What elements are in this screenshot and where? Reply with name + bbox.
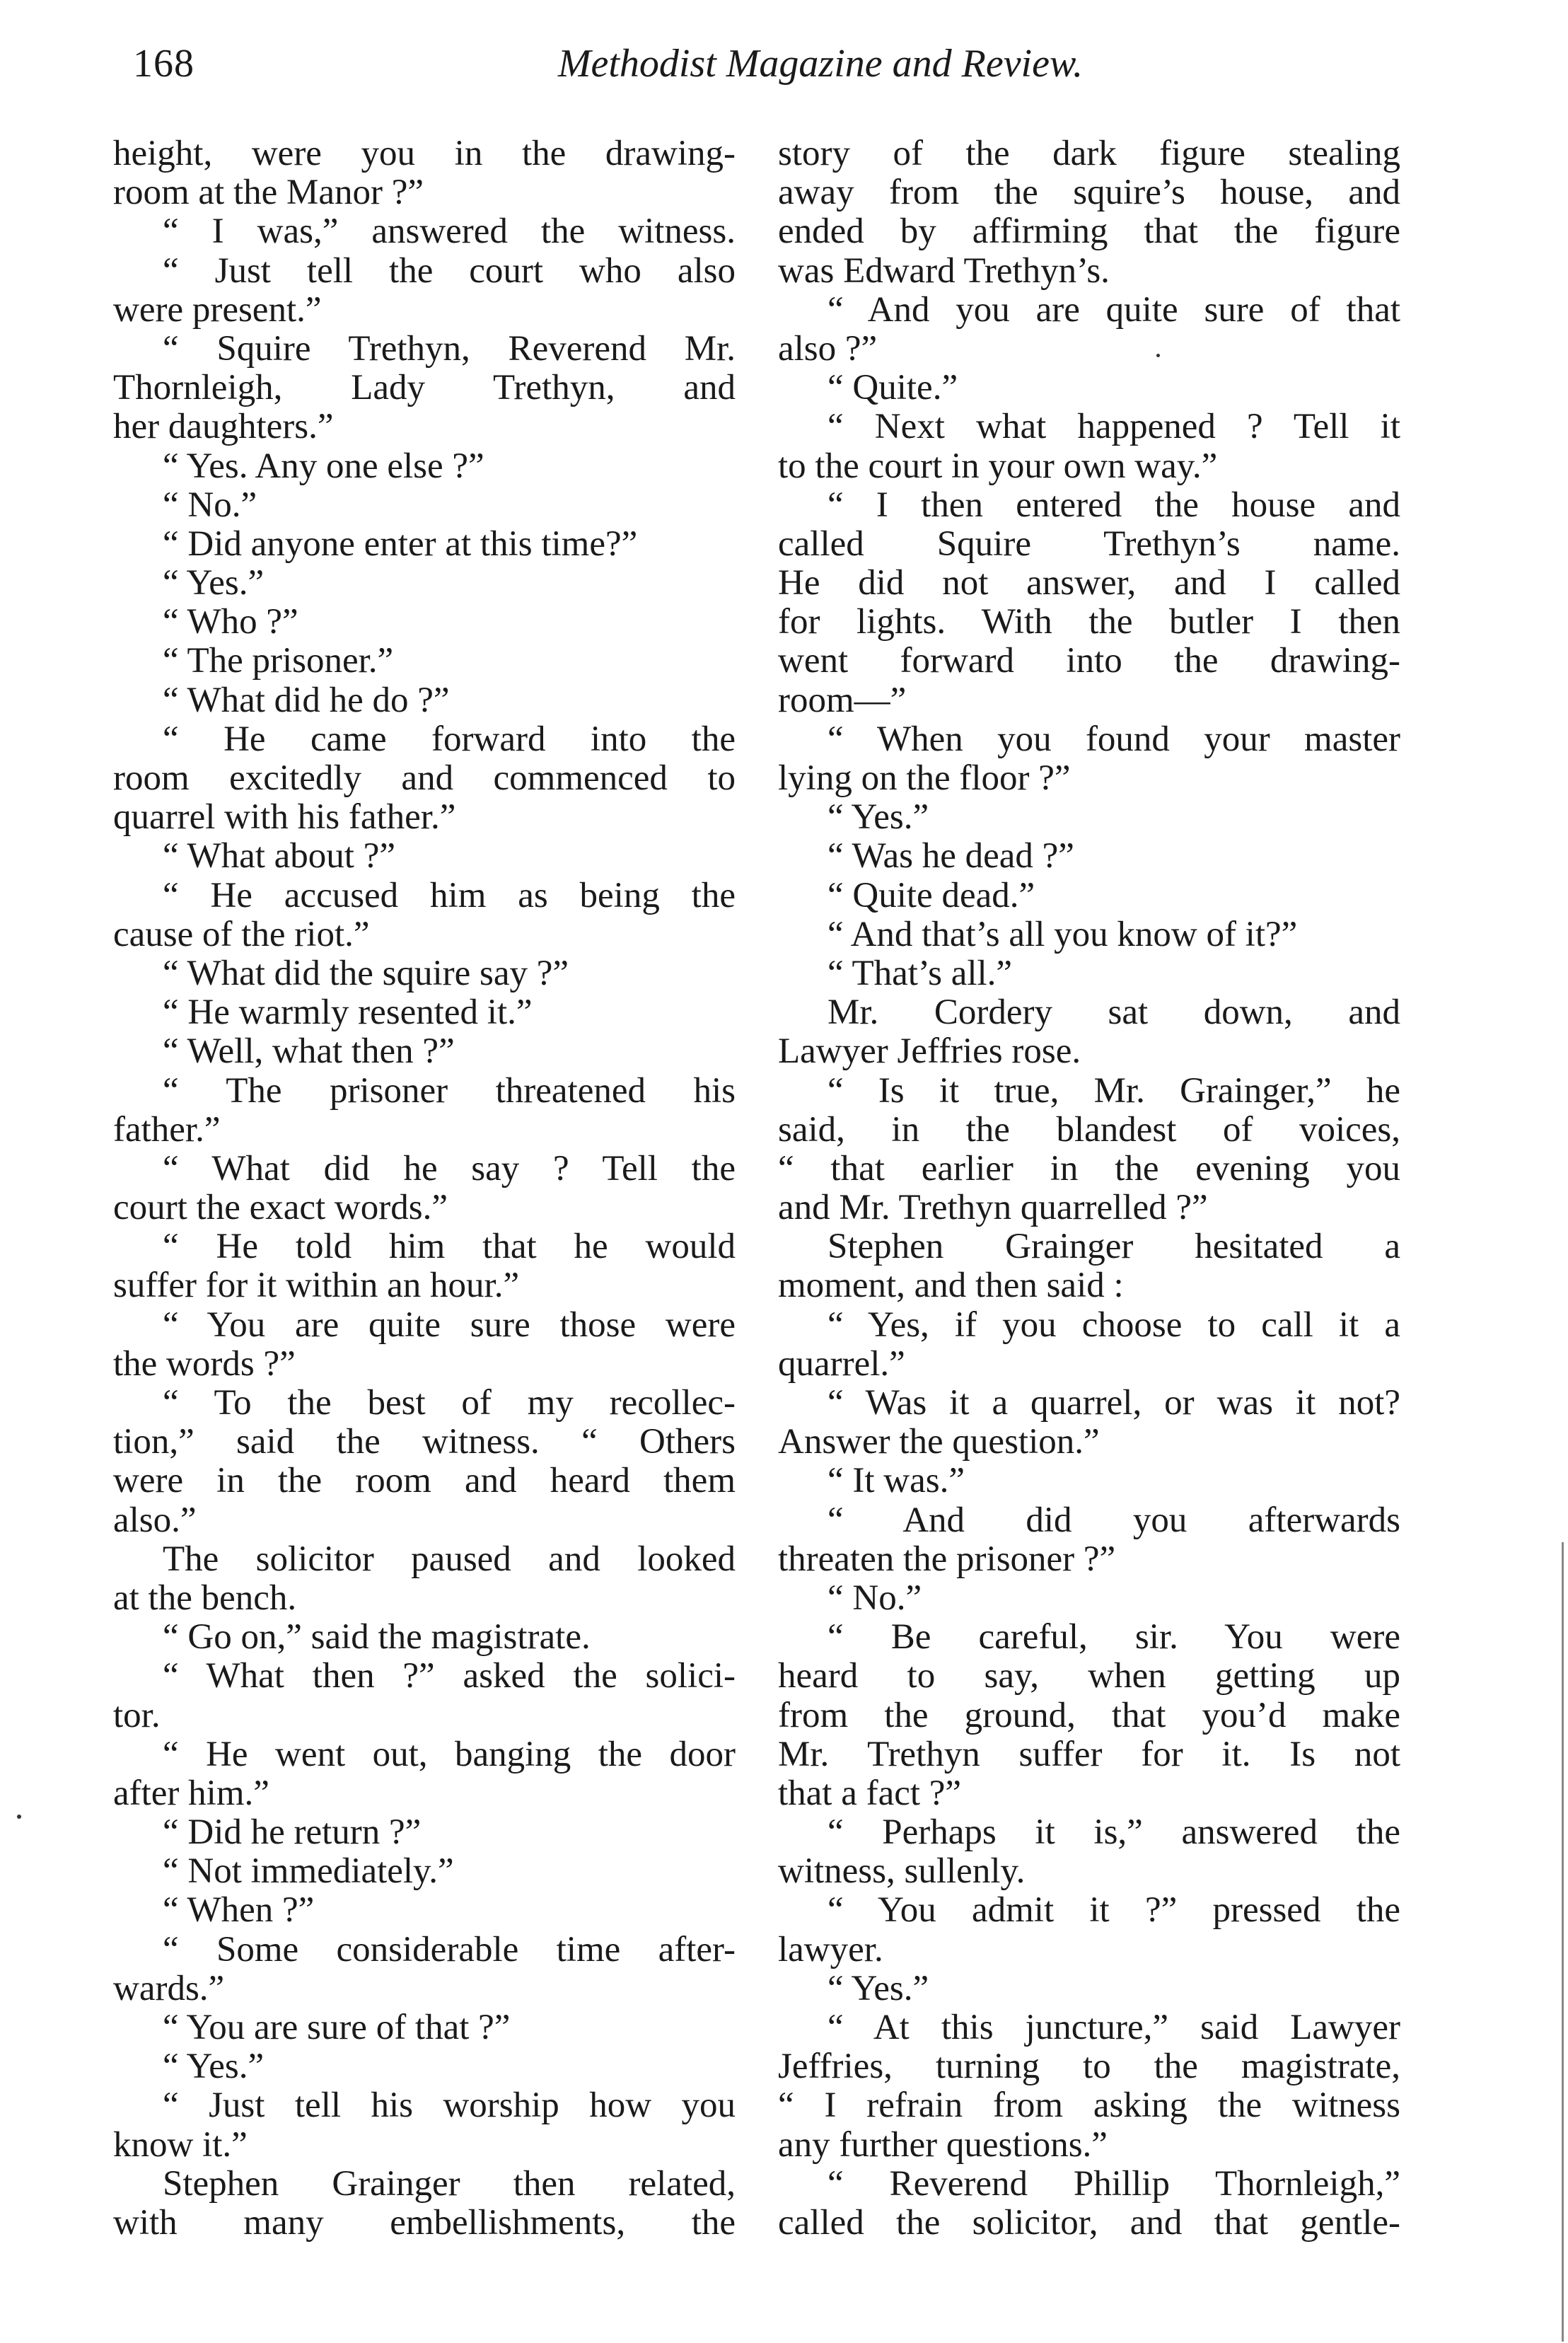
text-line: “ Be careful, sir. You were <box>827 1617 1400 1658</box>
text-line: from the ground, that you’d make <box>778 1695 1400 1735</box>
text-line: “ Was he dead ?” <box>827 836 1074 877</box>
text-line: called the solicitor, and that gentle- <box>778 2202 1400 2243</box>
text-line: “ When ?” <box>163 1890 315 1931</box>
text-line: “ Yes.” <box>163 563 265 603</box>
text-line: “ He accused him as being the <box>163 875 736 915</box>
text-line: moment, and then said : <box>778 1266 1124 1306</box>
text-line: away from the squire’s house, and <box>778 173 1400 213</box>
text-line: “ No.” <box>163 485 257 525</box>
text-line: were present.” <box>113 289 322 330</box>
text-line: “ Quite.” <box>827 368 958 408</box>
text-line: Answer the question.” <box>778 1422 1100 1462</box>
text-line: “ The prisoner threatened his <box>163 1070 736 1111</box>
text-line: height, were you in the drawing- <box>113 134 736 173</box>
text-line: “ Not immediately.” <box>163 1851 454 1892</box>
text-line: “ Did he return ?” <box>163 1812 422 1853</box>
text-line: “ that earlier in the evening you <box>778 1148 1400 1188</box>
text-line: “ Who ?” <box>163 602 298 642</box>
text-line: to the court in your own way.” <box>778 446 1218 486</box>
text-line: heard to say, when getting up <box>778 1656 1400 1696</box>
text-line: “ He went out, banging the door <box>163 1734 736 1774</box>
text-line: “ No.” <box>827 1578 922 1618</box>
text-line: “ Yes.” <box>827 1968 929 2008</box>
text-line: “ Was it a quarrel, or was it not? <box>827 1383 1400 1423</box>
text-line: “ Yes. Any one else ?” <box>163 446 484 486</box>
text-line: “ Quite dead.” <box>827 875 1035 915</box>
text-line: her daughters.” <box>113 407 334 447</box>
text-line: lawyer. <box>778 1929 883 1969</box>
text-line: He did not answer, and I called <box>778 563 1400 603</box>
text-line: “ That’s all.” <box>827 953 1013 993</box>
text-line: “ Go on,” said the magistrate. <box>163 1617 591 1658</box>
text-line: room at the Manor ?” <box>113 173 424 213</box>
text-line: Mr. Trethyn suffer for it. Is not <box>778 1734 1400 1774</box>
text-line: said, in the blandest of voices, <box>778 1109 1400 1150</box>
running-title: Methodist Magazine and Review. <box>557 42 1084 86</box>
text-line: “ I refrain from asking the witness <box>778 2085 1400 2126</box>
text-line: father.” <box>113 1109 221 1150</box>
text-line: that a fact ?” <box>778 1773 962 1813</box>
text-line: “ He told him that he would <box>163 1227 736 1267</box>
text-line: threaten the prisoner ?” <box>778 1539 1116 1579</box>
text-line: “ You are quite sure those were <box>163 1304 736 1345</box>
text-line: “ Just tell the court who also <box>163 250 736 291</box>
text-line: room excitedly and commenced to <box>113 758 736 798</box>
text-line: “ What did he do ?” <box>163 680 450 720</box>
text-line: “ And you are quite sure of that <box>827 289 1400 330</box>
text-line: “ When you found your master <box>827 719 1400 759</box>
text-line: quarrel.” <box>778 1343 905 1384</box>
text-line: “ Reverend Phillip Thornleigh,” <box>827 2163 1400 2204</box>
text-line: at the bench. <box>113 1578 297 1618</box>
text-line: wards.” <box>113 1968 225 2008</box>
text-line: “ And did you afterwards <box>827 1500 1400 1540</box>
text-line: also.” <box>113 1500 197 1540</box>
text-line: ended by affirming that the figure <box>778 212 1400 252</box>
text-line: “ Is it true, Mr. Grainger,” he <box>827 1070 1400 1111</box>
text-line: “ Some considerable time after- <box>163 1929 736 1969</box>
text-line: “ He warmly resented it.” <box>163 993 533 1033</box>
text-line: “ Next what happened ? Tell it <box>827 407 1400 447</box>
print-speck <box>1156 354 1160 357</box>
text-line: with many embellishments, the <box>113 2202 736 2243</box>
text-line: for lights. With the butler I then <box>778 602 1400 642</box>
text-line: court the exact words.” <box>113 1188 448 1228</box>
text-line: cause of the riot.” <box>113 914 370 954</box>
text-line: Thornleigh, Lady Trethyn, and <box>113 368 736 408</box>
text-line: quarrel with his father.” <box>113 797 456 838</box>
text-line: “ Squire Trethyn, Reverend Mr. <box>163 328 736 369</box>
text-line: Mr. Cordery sat down, and <box>827 993 1400 1033</box>
text-line: room—” <box>778 680 907 720</box>
text-line: “ To the best of my recollec- <box>163 1383 736 1423</box>
text-line: suffer for it within an hour.” <box>113 1266 520 1306</box>
text-line: were in the room and heard them <box>113 1461 736 1501</box>
text-line: also ?” <box>778 328 878 369</box>
text-line: The solicitor paused and looked <box>163 1539 736 1579</box>
page-edge-mark <box>1562 1542 1564 2342</box>
text-line: “ At this juncture,” said Lawyer <box>827 2008 1400 2047</box>
page-header <box>113 41 1457 105</box>
text-line: was Edward Trethyn’s. <box>778 250 1110 291</box>
print-speck <box>17 1815 21 1819</box>
text-line: Stephen Grainger hesitated a <box>827 1227 1400 1267</box>
text-line: “ Did anyone enter at this time?” <box>163 523 638 564</box>
text-line: lying on the floor ?” <box>778 758 1071 798</box>
text-line: “ You admit it ?” pressed the <box>827 1890 1400 1931</box>
text-line: “ Just tell his worship how you <box>163 2085 736 2126</box>
text-line: Jeffries, turning to the magistrate, <box>778 2047 1400 2087</box>
text-line: “ What about ?” <box>163 836 395 877</box>
text-line: went forward into the drawing- <box>778 641 1400 681</box>
text-line: “ Perhaps it is,” answered the <box>827 1812 1400 1853</box>
text-line: after him.” <box>113 1773 269 1813</box>
right-column <box>778 134 1400 2243</box>
text-line: tion,” said the witness. “ Others <box>113 1422 736 1462</box>
text-line: tor. <box>113 1695 161 1735</box>
text-line: and Mr. Trethyn quarrelled ?” <box>778 1188 1208 1228</box>
text-line: called Squire Trethyn’s name. <box>778 523 1400 564</box>
text-line: “ And that’s all you know of it?” <box>827 914 1298 954</box>
left-column <box>113 134 736 2243</box>
text-line: “ You are sure of that ?” <box>163 2008 511 2047</box>
text-line: “ I then entered the house and <box>827 485 1400 525</box>
text-line: “ Yes, if you choose to call it a <box>827 1304 1400 1345</box>
text-line: “ Yes.” <box>827 797 929 838</box>
text-line: “ He came forward into the <box>163 719 736 759</box>
text-line: the words ?” <box>113 1343 296 1384</box>
text-line: “ I was,” answered the witness. <box>163 212 736 252</box>
text-line: “ Well, what then ?” <box>163 1031 455 1072</box>
text-line: “ What did the squire say ?” <box>163 953 569 993</box>
text-line: “ What then ?” asked the solici- <box>163 1656 736 1696</box>
text-line: “ The prisoner.” <box>163 641 394 681</box>
page-number: 168 <box>133 42 194 86</box>
text-line: “ It was.” <box>827 1461 965 1501</box>
text-line: story of the dark figure stealing <box>778 134 1400 173</box>
text-line: Lawyer Jeffries rose. <box>778 1031 1081 1072</box>
text-line: witness, sullenly. <box>778 1851 1026 1892</box>
text-line: any further questions.” <box>778 2124 1108 2165</box>
text-line: “ Yes.” <box>163 2047 265 2087</box>
text-line: know it.” <box>113 2124 248 2165</box>
text-line: Stephen Grainger then related, <box>163 2163 736 2204</box>
text-line: “ What did he say ? Tell the <box>163 1148 736 1188</box>
